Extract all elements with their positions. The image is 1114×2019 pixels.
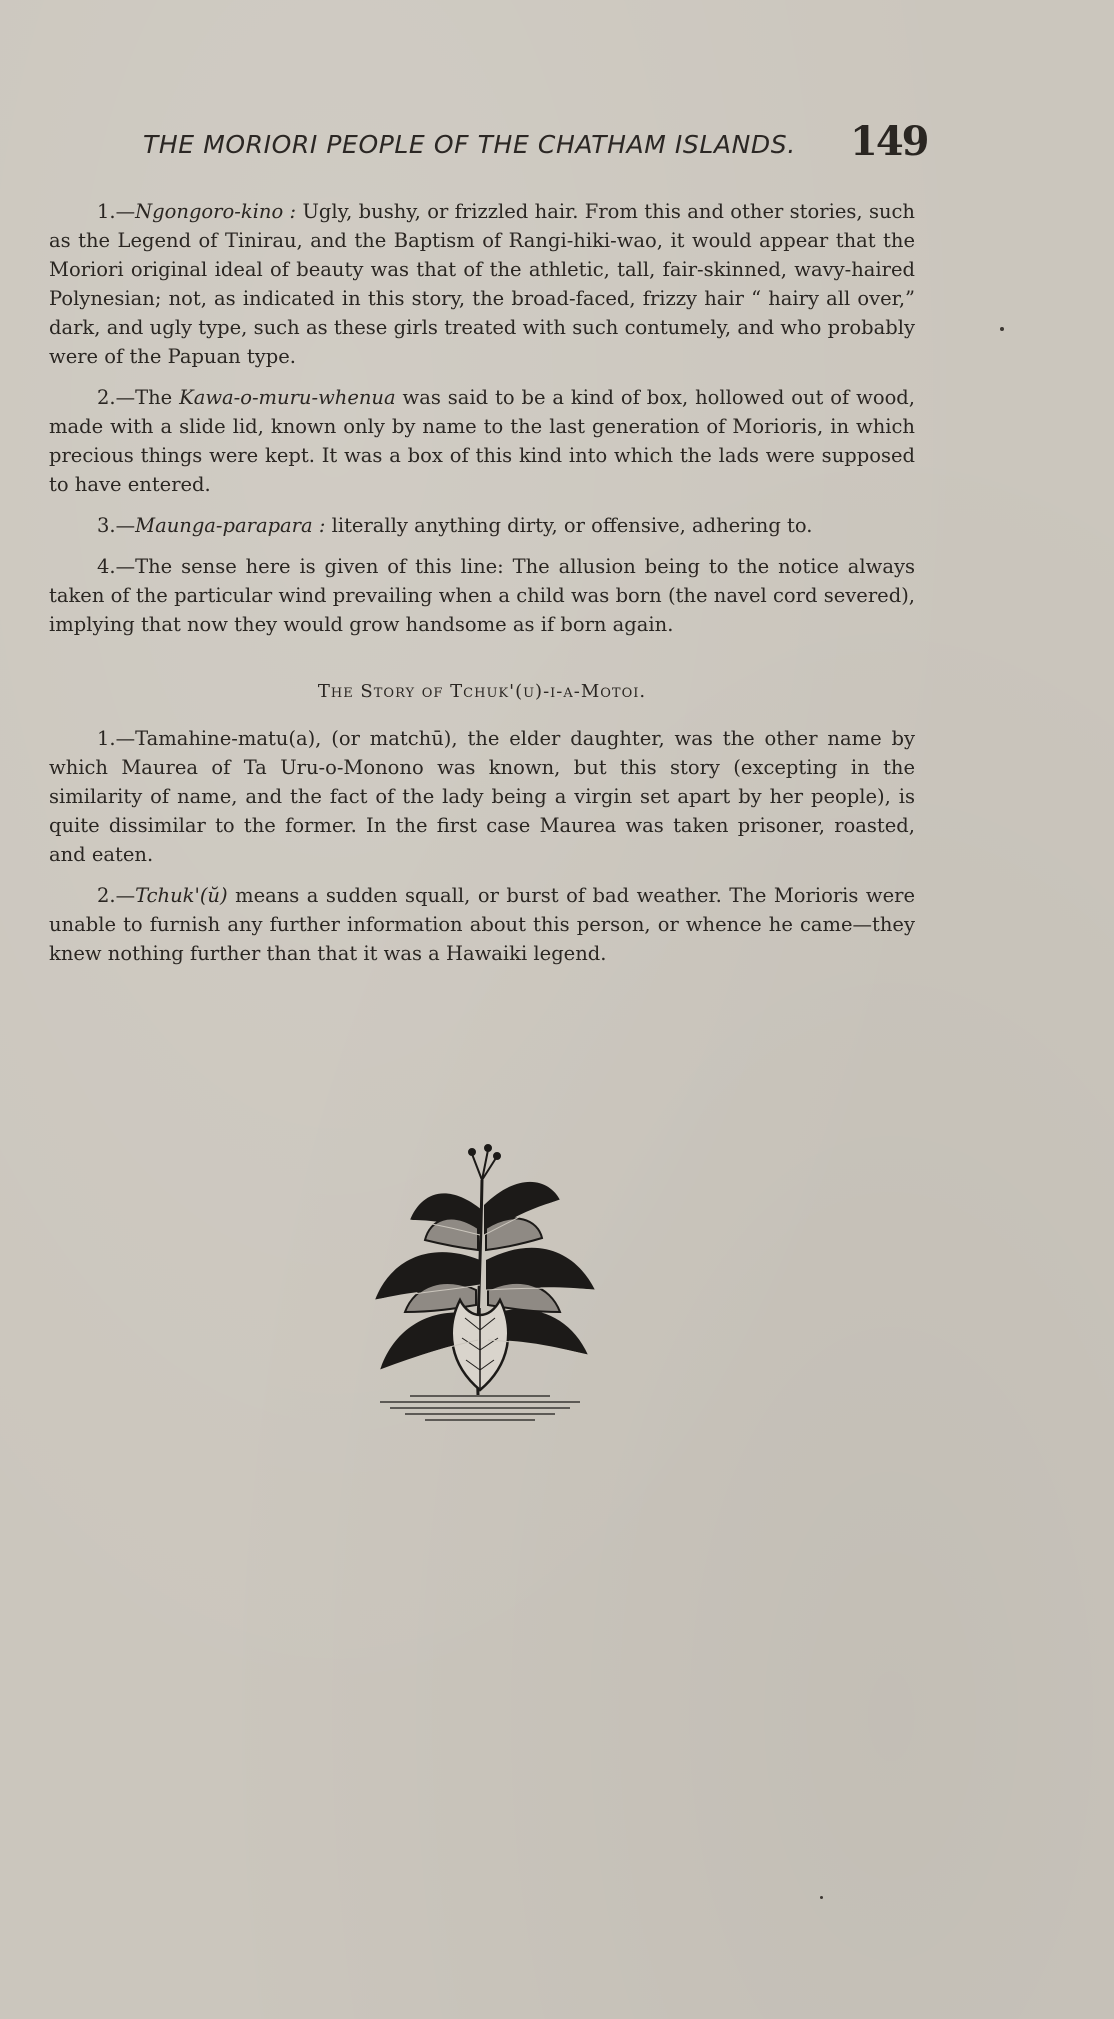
note-text: was said to be a kind of box, hollowed out of wood, made with a slide lid, known only by name to the last generation of Morioris, in which precious things were kept. It was a box of this kind into which the lads were supposed to have entered. xyxy=(49,386,915,496)
running-title: THE MORIORI PEOPLE OF THE CHATHAM ISLANDS. xyxy=(143,130,796,159)
note-prefix: 1.—Tamahine-matu(a), (or matchū), the elder daughter, was the other name by which Maurea of Ta Uru-o-Monono was known, but this story (excepting in the similarity of name, and the fact of the lady being a virgin set apart by her people), is quite dissimilar to the former. In the first case Maurea was taken prisoner, roasted, and eaten. xyxy=(49,727,915,866)
page-body xyxy=(49,197,915,968)
paper-speck xyxy=(1000,327,1004,331)
note-prefix: 1.— xyxy=(97,200,136,223)
paper-speck xyxy=(820,1896,823,1899)
note-paragraph xyxy=(49,197,915,371)
note-text: literally anything dirty, or offensive, adhering to. xyxy=(325,514,813,537)
note-prefix: 3.— xyxy=(97,514,136,537)
note-text: Ugly, bushy, or frizzled hair. From this and other stories, such as the Legend of Tinirau, and the Baptism of Rangi-hiki-wao, it would appear that the Moriori original ideal of beauty was that of the athletic, tall, fair-skinned, wavy-haired Polynesian; not, as indicated in this story, the broad-faced, frizzy hair “ hairy all over,” dark, and ugly type, such as these girls treated with such contumely, and who probably were of the Papuan type. xyxy=(49,200,915,368)
note-paragraph xyxy=(49,881,915,968)
note-text: means a sudden squall, or burst of bad weather. The Morioris were unable to furnish any further information about this person, or whence he came—they knew nothing further than that it was a Hawaiki legend. xyxy=(49,884,915,965)
note-paragraph xyxy=(49,383,915,499)
note-term: Ngongoro-kino : xyxy=(135,200,297,223)
note-paragraph xyxy=(49,552,915,639)
note-prefix: 4.—The sense here is given of this line: The allusion being to the notice always taken of the particular wind prevailing when a child was born (the navel cord severed), implying that now they would grow handsome as if born again. xyxy=(49,555,915,636)
note-prefix: 2.— xyxy=(97,884,136,907)
note-term: Maunga-parapara : xyxy=(135,514,326,537)
page-number: 149 xyxy=(850,118,928,165)
page-header xyxy=(0,118,1114,168)
note-prefix: 2.—The xyxy=(97,386,180,409)
plant-vignette-icon xyxy=(350,1140,610,1430)
note-paragraph xyxy=(49,724,915,869)
note-term: Tchuk'(ŭ) xyxy=(135,884,228,907)
section-heading: The Story of Tchuk'(u)-i-a-Motoi. xyxy=(317,681,647,702)
note-term: Kawa-o-muru-whenua xyxy=(179,386,396,409)
note-paragraph xyxy=(49,511,915,540)
